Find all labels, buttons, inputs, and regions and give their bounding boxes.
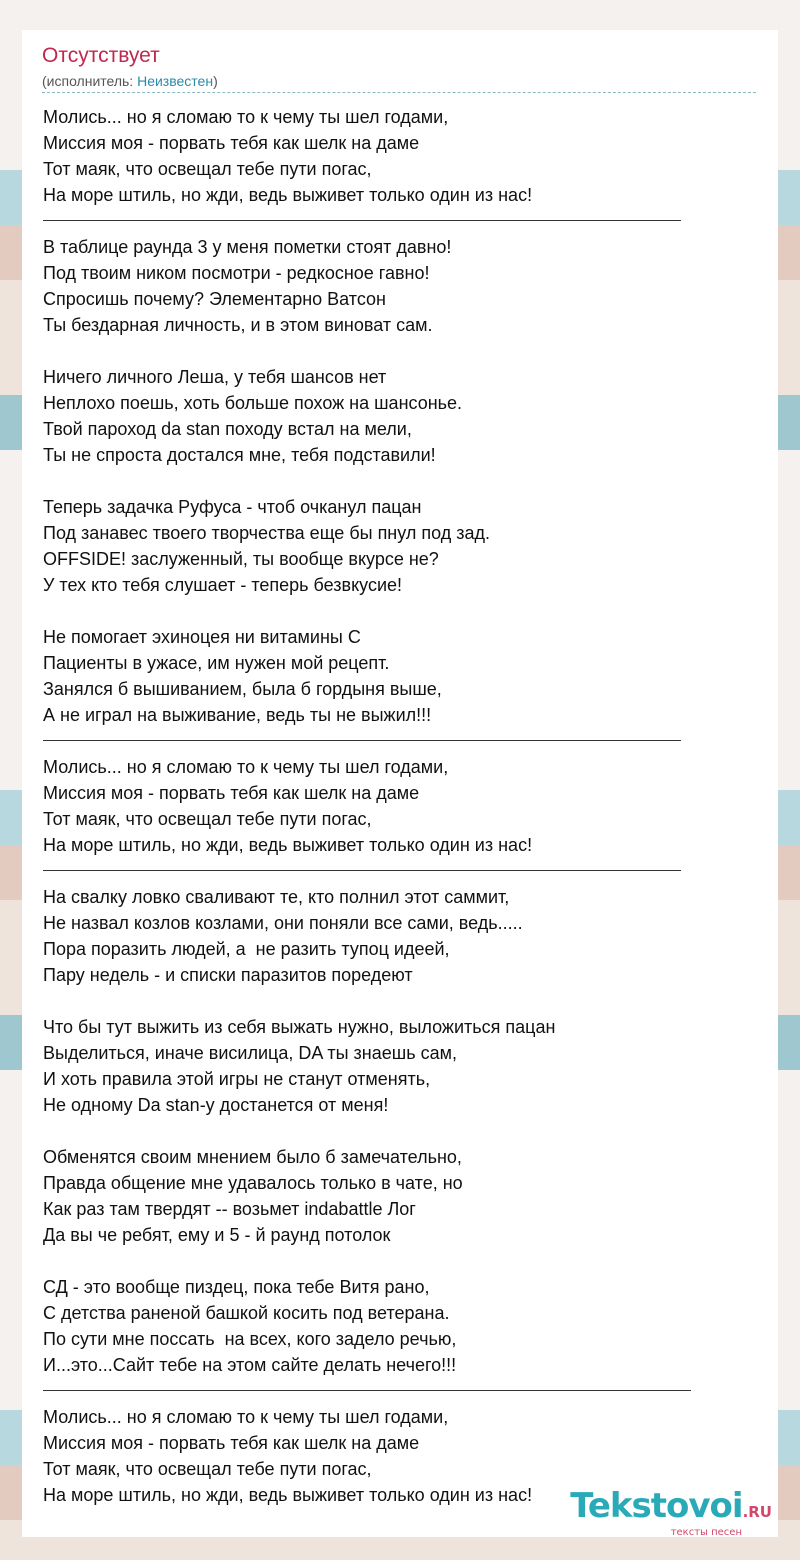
section-divider [43, 1390, 691, 1391]
lyric-line: Правда общение мне удавалось только в чате, но [43, 1173, 463, 1193]
lyric-line: Теперь задачка Руфуса - чтоб очканул пацан [43, 497, 422, 517]
lyric-line: По сути мне поссать на всех, кого задело речью, [43, 1329, 457, 1349]
lyric-line: У тех кто тебя слушает - теперь безвкусие! [43, 575, 403, 595]
lyric-line: На море штиль, но жди, ведь выживет только один из нас! [43, 835, 533, 855]
logo-tld: .RU [742, 1503, 772, 1521]
lyrics-stanza [43, 884, 763, 988]
lyric-line: Миссия моя - порвать тебя как шелк на даме [43, 783, 420, 803]
lyrics-stanza [43, 104, 763, 208]
lyrics-stanza [43, 754, 763, 858]
lyric-line: На море штиль, но жди, ведь выживет только один из нас! [43, 1485, 533, 1505]
lyric-line: Тот маяк, что освещал тебе пути погас, [43, 159, 372, 179]
lyric-line: А не играл на выживание, ведь ты не выжил!!! [43, 705, 432, 725]
lyric-line: Пару недель - и списки паразитов поредеют [43, 965, 413, 985]
lyrics-card [22, 30, 778, 1537]
lyric-line: В таблице раунда 3 у меня пометки стоят давно! [43, 237, 452, 257]
lyric-line: Не назвал козлов козлами, они поняли все сами, ведь..... [43, 913, 523, 933]
lyric-line: Не одному Da stan-у достанется от меня! [43, 1095, 389, 1115]
logo-main-text: Tekstovoi [570, 1486, 743, 1526]
lyric-line: С детства раненой башкой косить под ветерана. [43, 1303, 450, 1323]
lyric-line: И...это...Сайт тебе на этом сайте делать нечего!!! [43, 1355, 457, 1375]
lyric-line: Тот маяк, что освещал тебе пути погас, [43, 809, 372, 829]
logo-wordmark [570, 1486, 772, 1529]
artist-line [42, 73, 218, 89]
lyric-line: Занялся б вышиванием, была б гордыня выше, [43, 679, 442, 699]
site-logo[interactable] [570, 1486, 772, 1538]
lyric-line: Под твоим ником посмотри - редкосное гавно! [43, 263, 430, 283]
lyric-line: Ничего личного Леша, у тебя шансов нет [43, 367, 387, 387]
lyrics-stanza [43, 1274, 763, 1378]
lyric-line: Что бы тут выжить из себя выжать нужно, выложиться пацан [43, 1017, 556, 1037]
lyric-line: И хоть правила этой игры не станут отменять, [43, 1069, 431, 1089]
lyric-line: Выделиться, иначе висилица, DA ты знаешь сам, [43, 1043, 457, 1063]
lyric-line: Неплохо поешь, хоть больше похож на шансонье. [43, 393, 463, 413]
artist-prefix: (исполнитель: [42, 73, 138, 89]
lyrics-stanza [43, 624, 763, 728]
lyric-line: Не помогает эхиноцея ни витамины С [43, 627, 361, 647]
lyric-line: Пора поразить людей, а не разить тупоц идеей, [43, 939, 450, 959]
lyric-line: На свалку ловко сваливают те, кто полнил этот саммит, [43, 887, 510, 907]
lyric-line: Миссия моя - порвать тебя как шелк на даме [43, 1433, 420, 1453]
lyric-line: Тот маяк, что освещал тебе пути погас, [43, 1459, 372, 1479]
lyric-line: Миссия моя - порвать тебя как шелк на даме [43, 133, 420, 153]
song-title: Отсутствует [42, 44, 160, 67]
lyric-line: Твой пароход da stan походу встал на мели, [43, 419, 412, 439]
lyric-line: Молись... но я сломаю то к чему ты шел годами, [43, 107, 449, 127]
lyrics-body [43, 104, 763, 1508]
lyric-line: Обменятся своим мнением было б замечательно, [43, 1147, 462, 1167]
lyrics-stanza [43, 234, 763, 338]
lyric-line: Ты бездарная личность, и в этом виноват сам. [43, 315, 433, 335]
artist-suffix: ) [213, 73, 218, 89]
artist-link[interactable]: Неизвестен [137, 73, 214, 89]
header-separator [42, 92, 756, 93]
logo-tagline: тексты песен [670, 1527, 742, 1538]
section-divider [43, 740, 681, 741]
lyric-line: Молись... но я сломаю то к чему ты шел годами, [43, 757, 449, 777]
lyric-line: Да вы че ребят, ему и 5 - й раунд потолок [43, 1225, 391, 1245]
lyric-line: На море штиль, но жди, ведь выживет только один из нас! [43, 185, 533, 205]
lyric-line: Как раз там твердят -- возьмет indabattle Лог [43, 1199, 416, 1219]
lyric-line: Ты не спроста достался мне, тебя подставили! [43, 445, 436, 465]
lyric-line: Под занавес твоего творчества еще бы пнул под зад. [43, 523, 490, 543]
section-divider [43, 870, 681, 871]
lyric-line: Пациенты в ужасе, им нужен мой рецепт. [43, 653, 390, 673]
lyric-line: Молись... но я сломаю то к чему ты шел годами, [43, 1407, 449, 1427]
lyric-line: СД - это вообще пиздец, пока тебе Витя рано, [43, 1277, 430, 1297]
lyrics-stanza [43, 494, 763, 598]
lyrics-stanza [43, 1144, 763, 1248]
lyrics-stanza [43, 1014, 763, 1118]
lyric-line: Спросишь почему? Элементарно Ватсон [43, 289, 386, 309]
lyric-line: OFFSIDE! заслуженный, ты вообще вкурсе не? [43, 549, 439, 569]
lyrics-stanza [43, 364, 763, 468]
section-divider [43, 220, 681, 221]
